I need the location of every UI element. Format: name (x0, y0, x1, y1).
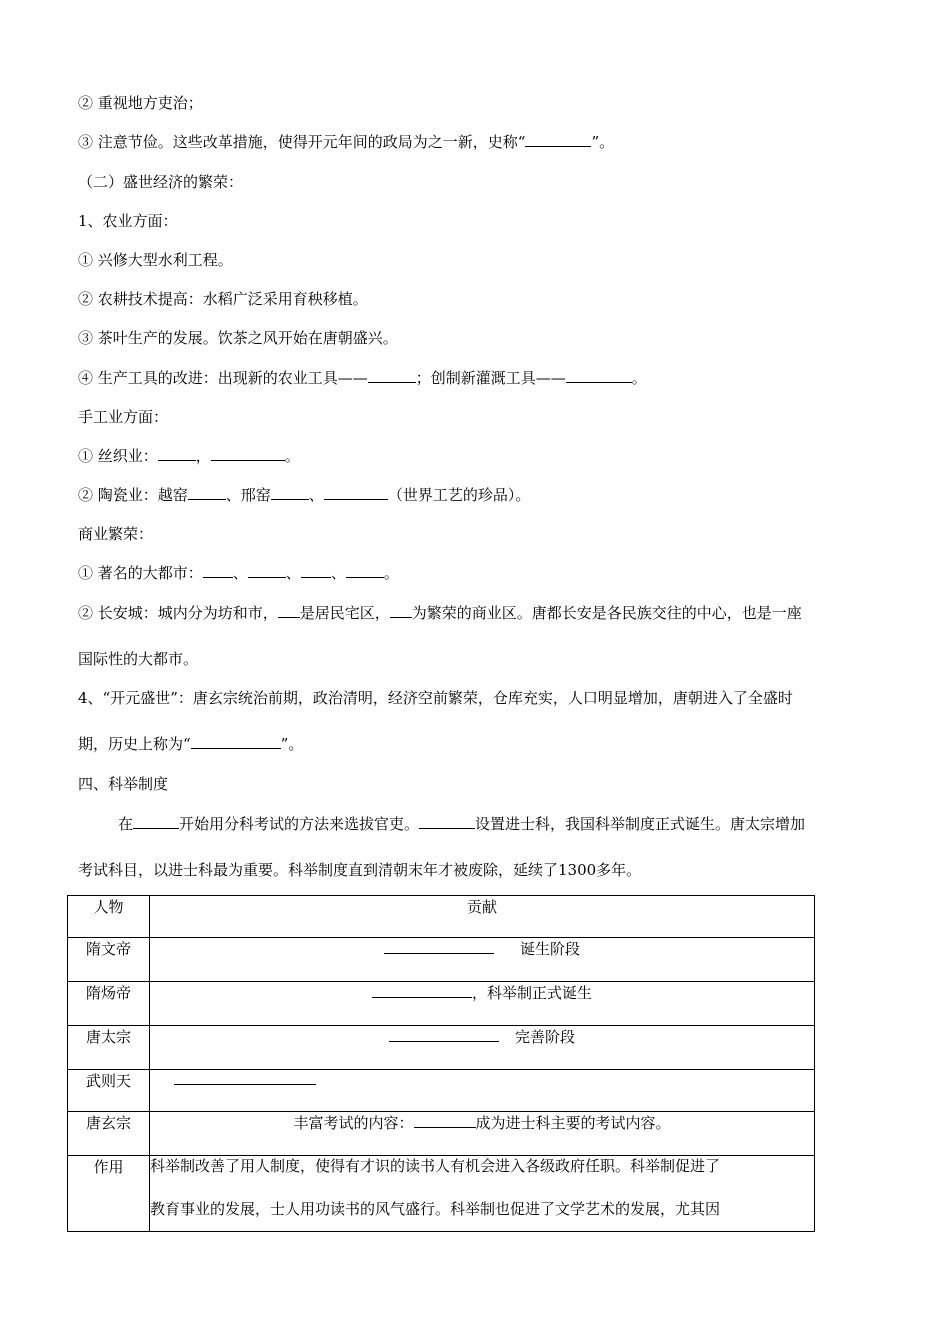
fill-blank[interactable] (346, 563, 384, 578)
fill-blank[interactable] (211, 446, 285, 461)
text-segment: ”。 (280, 735, 304, 753)
row-contribution (150, 1026, 815, 1070)
text-segment: ② 长安城：城内分为坊和市， (78, 604, 278, 622)
row-person: 武则天 (68, 1070, 150, 1112)
header-contribution: 贡献 (150, 896, 815, 938)
text-segment: 、 (232, 564, 248, 582)
fill-blank[interactable] (133, 814, 179, 829)
effect-line: 科举制改善了用人制度，使得有才识的读书人有机会进入各级政府任职。科举制促进了 (150, 1157, 721, 1175)
fill-blank[interactable] (389, 1027, 499, 1042)
fill-blank[interactable] (525, 132, 591, 147)
text-segment: 丰富考试的内容： (293, 1114, 414, 1132)
effect-line: 教育事业的发展，士人用功读书的风气盛行。科举制也促进了文学艺术的发展，尤其因 (150, 1200, 721, 1218)
text-segment: ① 著名的大都市： (78, 564, 203, 582)
section-heading-economy: （二）盛世经济的繁荣： (78, 173, 244, 191)
fill-blank[interactable] (566, 368, 632, 383)
paragraph-changan-cont: 国际性的大都市。 (78, 650, 199, 668)
text-segment: ② 陶瓷业：越窑 (78, 486, 188, 504)
table-row (68, 1112, 815, 1156)
table-row (68, 1070, 815, 1112)
paragraph-tea: ③ 茶叶生产的发展。饮茶之风开始在唐朝盛兴。 (78, 329, 398, 347)
text-segment: 、 (285, 564, 301, 582)
text-segment: 、 (308, 486, 324, 504)
text-segment: 。 (631, 369, 647, 387)
text-segment: 。 (383, 564, 399, 582)
table-row (68, 982, 815, 1026)
text-segment: 、 (330, 564, 346, 582)
row-contribution (150, 1156, 815, 1232)
table-row (68, 1156, 815, 1232)
row-person: 隋文帝 (68, 938, 150, 982)
fill-blank[interactable] (324, 485, 388, 500)
fill-blank[interactable] (203, 563, 233, 578)
text-segment: 期，历史上称为“ (78, 735, 191, 753)
paragraph-cities (78, 563, 399, 583)
fill-blank[interactable] (384, 939, 494, 954)
row-person: 唐太宗 (68, 1026, 150, 1070)
paragraph-water-works: ① 兴修大型水利工程。 (78, 251, 233, 269)
text-segment: 开始用分科考试的方法来选拔官吏。 (179, 815, 420, 833)
fill-blank[interactable] (271, 485, 309, 500)
text-segment: ① 丝织业： (78, 447, 158, 465)
text-segment: 。 (284, 447, 300, 465)
text-segment: ③ 注意节俭。这些改革措施，使得开元年间的政局为之一新，史称“ (78, 133, 526, 151)
paragraph-rice-farming: ② 农耕技术提高：水稻广泛采用育秧移植。 (78, 290, 368, 308)
text-segment: ， (195, 447, 211, 465)
row-contribution (150, 938, 815, 982)
paragraph-tools (78, 368, 647, 388)
text-segment: 为繁荣的商业区。唐都长安是各民族交往的中心，也是一座 (411, 604, 802, 622)
table-header-row (68, 896, 815, 938)
row-contribution (150, 1070, 815, 1112)
fill-blank[interactable] (191, 734, 281, 749)
fill-blank[interactable] (248, 563, 286, 578)
row-contribution (150, 982, 815, 1026)
fill-blank[interactable] (278, 603, 300, 618)
text-segment: 在 (118, 815, 134, 833)
fill-blank[interactable] (414, 1113, 476, 1128)
fill-blank[interactable] (188, 485, 226, 500)
table-row (68, 938, 815, 982)
paragraph-keju-cont: 考试科目，以进士科最为重要。科举制度直到清朝末年才被废除，延续了1300多年。 (78, 861, 642, 879)
fill-blank[interactable] (372, 983, 472, 998)
text-segment: 完善阶段 (514, 1028, 575, 1046)
paragraph-silk (78, 446, 300, 466)
fill-blank[interactable] (419, 814, 475, 829)
paragraph-ceramics (78, 485, 530, 505)
text-segment: 成为进士科主要的考试内容。 (475, 1114, 671, 1132)
paragraph-frugality (78, 132, 614, 152)
section-heading-keju: 四、科举制度 (78, 775, 169, 793)
paragraph-kaiyuan-cont (78, 734, 303, 754)
fill-blank[interactable] (390, 603, 412, 618)
paragraph-local-officials: ② 重视地方吏治； (78, 94, 203, 112)
contribution-table (67, 895, 815, 1232)
text-segment: 设置进士科，我国科举制度正式诞生。唐太宗增加 (475, 815, 806, 833)
fill-blank[interactable] (158, 446, 196, 461)
fill-blank[interactable] (174, 1070, 316, 1085)
row-person: 唐玄宗 (68, 1112, 150, 1156)
fill-blank[interactable] (301, 563, 331, 578)
table-row (68, 1026, 815, 1070)
subheading-agriculture: 1、农业方面： (78, 212, 178, 230)
text-segment: （世界工艺的珍品）。 (387, 486, 531, 504)
text-segment: ，科举制正式诞生 (471, 984, 592, 1002)
text-segment: 诞生阶段 (519, 940, 580, 958)
subheading-handicraft: 手工业方面： (78, 408, 169, 426)
subheading-commerce: 商业繁荣： (78, 525, 154, 543)
text-segment: ；创制新灌溉工具—— (415, 369, 566, 387)
text-segment: ④ 生产工具的改进：出现新的农业工具—— (78, 369, 368, 387)
row-person: 作用 (68, 1156, 150, 1232)
row-person: 隋炀帝 (68, 982, 150, 1026)
paragraph-changan (78, 603, 802, 623)
paragraph-keju-intro (118, 814, 805, 834)
text-segment: ”。 (591, 133, 615, 151)
header-person: 人物 (68, 896, 150, 938)
text-segment: 是居民宅区， (299, 604, 390, 622)
fill-blank[interactable] (368, 368, 416, 383)
text-segment: 、邢窑 (225, 486, 271, 504)
row-contribution (150, 1112, 815, 1156)
paragraph-kaiyuan: 4、“开元盛世”：唐玄宗统治前期，政治清明，经济空前繁荣，仓库充实，人口明显增加，唐朝进入了全盛时 (78, 689, 793, 707)
